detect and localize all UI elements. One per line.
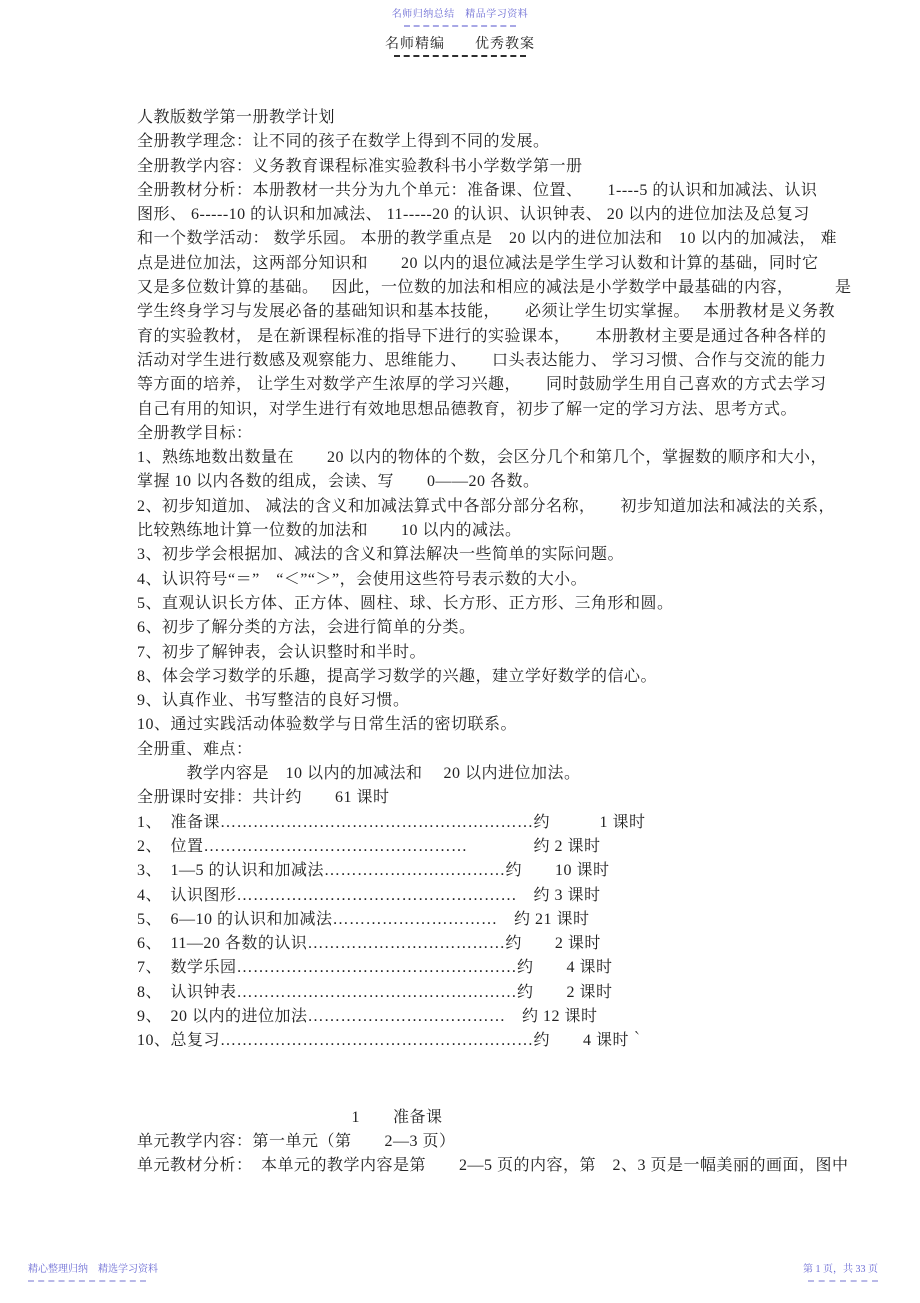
text-line: 2、初步知道加、 减法的含义和加减法算式中各部分部分名称， 初步知道加法和减法的关系， [137,497,836,515]
text-line: 全册教材分析：本册教材一共分为九个单元：准备课、位置、 1----5 的认识和加减法、认识 [137,181,818,199]
text-line: 单元教学内容：第一单元（第 2—3 页） [137,1132,456,1150]
header-watermark-text: 名师归纳总结 精品学习资料 [391,9,529,20]
header-title: 名师精编 优秀教案 [385,37,535,52]
footer-watermark-text: 精心整理归纳 精选学习资料 [28,1264,158,1275]
section-lines [137,1130,849,1179]
text-line: 比较熟练地计算一位数的加法和 10 以内的减法。 [137,522,522,540]
text-line: 全册重、难点： [137,740,253,758]
text-line: 学生终身学习与发展必备的基础知识和基本技能， 必须让学生切实掌握。 本册教材是义务教 [137,303,836,321]
text-line: 9、 20 以内的进位加法……………………………… 约 12 课时 [137,1007,598,1025]
text-line: 8、体会学习数学的乐趣，提高学习数学的兴趣，建立学好数学的信心。 [137,667,658,685]
text-line: 全册教学理念：让不同的孩子在数学上得到不同的发展。 [137,133,550,151]
text-line: 4、 认识图形…………………………………………… 约 3 课时 [137,886,601,904]
text-line: 1、熟练地数出数量在 20 以内的物体的个数，会区分几个和第几个，掌握数的顺序和大小， [137,449,828,467]
text-line: 等方面的培养， 让学生对数学产生浓厚的学习兴趣， 同时鼓励学生用自己喜欢的方式去学习 [137,376,827,394]
text-line: 掌握 10 以内各数的组成，会读、写 0——20 各数。 [137,473,540,491]
text-line: 3、 1—5 的认识和加减法……………………………约 10 课时 [137,862,610,880]
section-heading: 1 准备课 [351,1108,443,1126]
text-line: 和一个数学活动： 数学乐园。 本册的教学重点是 20 以内的进位加法和 10 以内的加减法， 难 [137,230,838,248]
text-line: 6、 11—20 各数的认识………………………………约 2 课时 [137,935,601,953]
text-line: 活动对学生进行数感及观察能力、思维能力、 口头表达能力、 学习习惯、合作与交流的能力 [137,351,827,369]
text-line: 全册教学内容：义务教育课程标准实验教科书小学数学第一册 [137,157,583,175]
text-line: 6、初步了解分类的方法，会进行简单的分类。 [137,619,476,637]
text-line: 1、 准备课…………………………………………………约 1 课时 [137,813,646,831]
text-line: 5、直观认识长方体、正方体、圆柱、球、长方形、正方形、三角形和圆。 [137,594,674,612]
text-line: 教学内容是 10 以内的加减法和 20 以内进位加法。 [137,765,581,783]
text-line: 5、 6—10 的认识和加减法………………………… 约 21 课时 [137,910,590,928]
text-line: 2、 位置………………………………………… 约 2 课时 [137,837,601,855]
text-line: 7、初步了解钟表，会认识整时和半时。 [137,643,427,661]
footer-page-number-text: 第 1 页，共 33 页 [803,1264,878,1275]
footer-watermark [28,1264,158,1282]
text-line: 4、认识符号“＝” “＜”“＞”，会使用这些符号表示数的大小。 [137,570,588,588]
footer-dashed-divider-left [28,1280,146,1282]
text-line: 自己有用的知识，对学生进行有效地思想品德教育，初步了解一定的学习方法、思考方式。 [137,400,798,418]
footer-dashed-divider-right [808,1280,878,1282]
header-dashed-divider [404,25,516,27]
text-line: 人教版数学第一册教学计划 [137,109,336,126]
document-body [137,106,852,1178]
text-line: 全册教学目标： [137,424,253,442]
text-line: 8、 认识钟表……………………………………………约 2 课时 [137,983,613,1001]
text-line: 10、总复习…………………………………………………约 4 课时｀ [137,1032,646,1050]
page-header [0,9,920,57]
text-line: 10、通过实践活动体验数学与日常生活的密切联系。 [137,716,518,734]
text-line: 全册课时安排：共计约 61 课时 [137,789,390,807]
text-line: 又是多位数计算的基础。 因此，一位数的加法和相应的减法是小学数学中最基础的内容， 是 [137,279,852,297]
teaching-plan-lines [137,106,852,1054]
header-title-dashed-divider [394,55,526,57]
footer-page-number [803,1264,878,1282]
text-line: 图形、 6-----10 的认识和加减法、 11-----20 的认识、认识钟表、 20 以内的进位加法及总复习 [137,206,810,224]
text-line: 7、 数学乐园……………………………………………约 4 课时 [137,959,613,977]
text-line: 育的实验教材， 是在新课程标准的指导下进行的实验课本， 本册教材主要是通过各种各样的 [137,327,827,345]
text-line: 9、认真作业、书写整洁的良好习惯。 [137,692,410,710]
text-line: 点是进位加法，这两部分知识和 20 以内的退位减法是学生学习认数和计算的基础，同时它 [137,254,819,272]
text-line: 单元教材分析： 本单元的教学内容是第 2—5 页的内容，第 2、3 页是一幅美丽的画面，图中 [137,1157,849,1175]
text-line: 3、初步学会根据加、减法的含义和算法解决一些简单的实际问题。 [137,546,625,564]
